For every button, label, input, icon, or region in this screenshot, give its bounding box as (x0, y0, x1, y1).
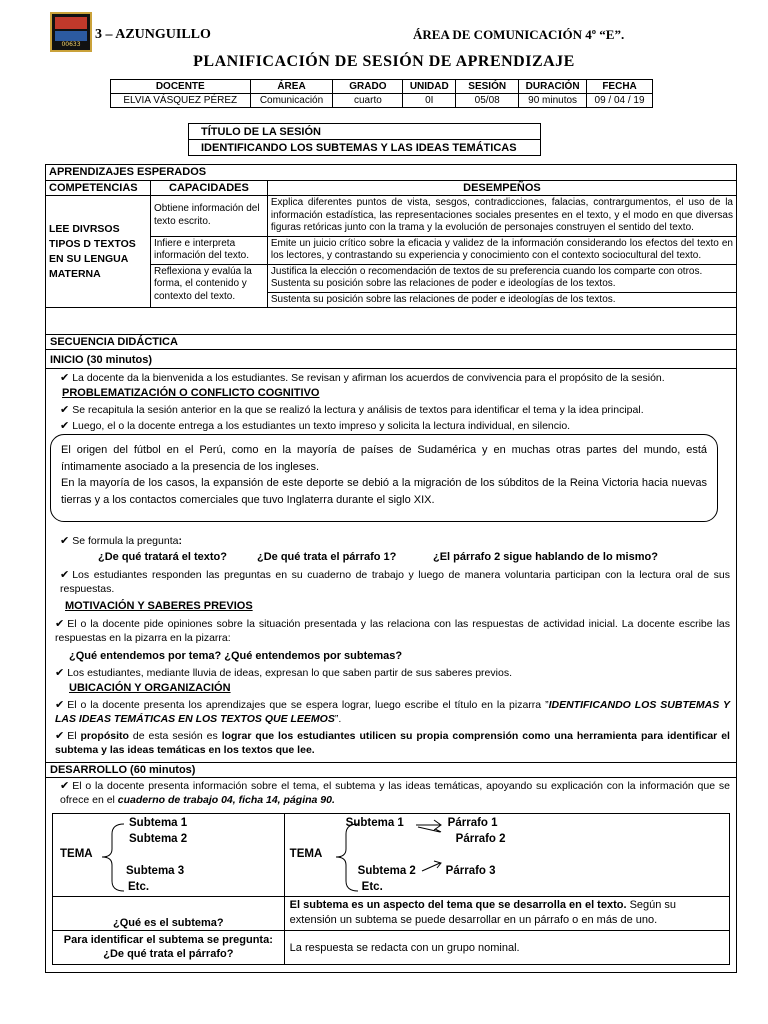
parrafo-label: Párrafo 2 (455, 833, 506, 845)
page-title: PLANIFICACIÓN DE SESIÓN DE APRENDIZAJE (193, 53, 575, 70)
line-text: Los estudiantes, mediante lluvia de ideas, expresan lo que saben partir de sus saberes previos. (67, 667, 512, 679)
inicio-line (55, 729, 730, 757)
arrow-icon (414, 817, 446, 835)
check-icon: ✔ (55, 698, 65, 711)
capacidad-cell: Infiere e interpreta información del texto. (150, 236, 267, 264)
tema-label: TEMA (289, 848, 323, 860)
inicio-line (60, 403, 730, 417)
line-emphasis: lograr que los estudiantes utilicen su propia comprensión como una herramienta para identificar el subtema y las ideas temáticas en los textos que lee. (55, 730, 730, 756)
arrow-icon (420, 859, 446, 875)
info-value: cuarto (333, 94, 403, 108)
check-icon: ✔ (60, 568, 70, 581)
col-desempenos: DESEMPEÑOS (267, 180, 736, 196)
brace-icon (326, 819, 366, 895)
line-text: El o la docente presenta información sobre el tema, el subtema y las ideas temáticas, apoyando su explicación con la información que se ofrece en el (60, 780, 730, 806)
reading-box (50, 434, 718, 522)
info-header: FECHA (587, 80, 653, 94)
capacidad-cell: Reflexiona y evalúa la forma, el contenido y contexto del texto. (150, 264, 267, 308)
subtema-label: Subtema 1 (129, 817, 188, 829)
line-emphasis: propósito (80, 730, 129, 742)
info-header: UNIDAD (403, 80, 456, 94)
diagram-left-cell (53, 814, 285, 897)
inicio-line (60, 568, 730, 596)
inicio-line (60, 419, 730, 433)
diagram-right-cell (284, 814, 729, 897)
session-title-label: TÍTULO DE LA SESIÓN (189, 124, 541, 140)
brace-icon (92, 819, 132, 895)
info-value: Comunicación (250, 94, 333, 108)
desempeno-cell: Justifica la elección o recomendación de textos de su preferencia cuando los comparte con otros. Sustenta su posición sobre las relaciones de poder e ideologías de los textos. (267, 264, 736, 292)
line-text: El (67, 730, 81, 742)
subtema-label: Etc. (128, 881, 150, 893)
check-icon: ✔ (55, 729, 65, 742)
info-header: ÁREA (250, 80, 333, 94)
line-text: Se formula la pregunta (72, 535, 179, 547)
competencias-table (45, 164, 737, 308)
col-competencias: COMPETENCIAS (46, 180, 151, 196)
desarrollo-line (60, 779, 730, 807)
line-emphasis: cuaderno de trabajo 04, ficha 14, página 90. (117, 794, 335, 806)
info-header: GRADO (333, 80, 403, 94)
line-text: Luego, el o la docente entrega a los estudiantes un texto impreso y solicita la lectura individual, en silencio. (72, 420, 571, 432)
desempeno-cell: Explica diferentes puntos de vista, sesgos, contradicciones, falacias, contrargumentos, el uso de la información estadística, las representaciones sociales presentes en el texto, y el modo en que diversas figuras retóricas junto con la trama y la evolución de personajes construyen el sentido del texto. (267, 196, 736, 237)
parrafo-label: Párrafo 1 (447, 817, 498, 829)
info-header-row (111, 80, 653, 94)
subtema-label: Subtema 1 (345, 817, 404, 829)
check-icon: ✔ (60, 419, 70, 432)
info-header: DURACIÓN (519, 80, 587, 94)
session-title-box (188, 123, 541, 156)
check-icon: ✔ (55, 617, 65, 630)
line-emphasis: IDENTIFICANDO LOS SUBTEMAS Y LAS IDEAS TEMÁTICAS EN LOS TEXTOS QUE LEEMOS (55, 699, 730, 725)
identify-question (53, 931, 285, 965)
identify-answer: La respuesta se redacta con un grupo nominal. (284, 931, 729, 965)
info-header: SESIÓN (456, 80, 519, 94)
line-text: El o la docente presenta los aprendizajes que se espera lograr, luego escribe el título en la pizarra ” (67, 699, 549, 711)
question: ¿De qué trata el párrafo 1? (257, 551, 397, 563)
subtema-definition (284, 897, 729, 931)
info-value: 05/08 (456, 94, 519, 108)
inicio-heading: INICIO (30 minutos) (45, 353, 737, 369)
secuencia-heading: SECUENCIA DIDÁCTICA (45, 334, 737, 350)
parrafo-label: Párrafo 3 (445, 865, 496, 877)
competencia-cell: LEE DIVRSOS TIPOS D TEXTOS EN SU LENGUA MATERNA (46, 196, 151, 308)
check-icon: ✔ (60, 534, 70, 547)
line-text: Se recapitula la sesión anterior en la que se realizó la lectura y análisis de textos para identificar el tema y la idea principal. (72, 404, 644, 416)
question: ¿De qué tratará el texto? (98, 551, 227, 563)
inicio-line (55, 666, 730, 680)
info-value: 09 / 04 / 19 (587, 94, 653, 108)
line-text: Los estudiantes responden las preguntas en su cuaderno de trabajo y luego de manera voluntaria participan con la lectura oral de sus respuestas. (60, 569, 730, 595)
line-text: La docente da la bienvenida a los estudiantes. Se revisan y afirman los acuerdos de convivencia para el propósito de la sesión. (72, 372, 665, 384)
check-icon: ✔ (55, 666, 65, 679)
info-value: 90 minutos (519, 94, 587, 108)
desarrollo-heading: DESARROLLO (60 minutos) (45, 762, 737, 778)
ubicacion-heading: UBICACIÓN Y ORGANIZACIÓN (69, 682, 231, 694)
info-header: DOCENTE (111, 80, 251, 94)
line-text: de esta sesión es (128, 730, 222, 742)
inicio-line (55, 698, 730, 726)
school-name: 3 – AZUNGUILLO (95, 27, 211, 42)
inicio-line (55, 617, 730, 645)
logo-text: 00633 (61, 41, 81, 48)
identify-question-line: Para identificar el subtema se pregunta: (63, 934, 273, 946)
info-value: 0I (403, 94, 456, 108)
reading-paragraph: En la mayoría de los casos, la expansión de este deporte se debió a la migración de los súbditos de la Reina Victoria hacia nuevas tierras y a los contactos comerciales que tuvo Inglaterra durante el siglo XIX. (61, 477, 707, 506)
capacidad-cell: Obtiene información del texto escrito. (150, 196, 267, 237)
motivacion-heading: MOTIVACIÓN Y SABERES PREVIOS (65, 600, 253, 612)
subtema-label: Etc. (361, 881, 383, 893)
col-capacidades: CAPACIDADES (150, 180, 267, 196)
inicio-line (60, 371, 730, 385)
subtema-label: Subtema 2 (129, 833, 188, 845)
subtema-label: Subtema 3 (126, 865, 185, 877)
problematizacion-heading: PROBLEMATIZACIÓN O CONFLICTO COGNITIVO (62, 387, 320, 399)
definition-text: Según su extensión un subtema se puede desarrollar en un párrafo o en más de uno. (289, 899, 677, 926)
subtema-question: ¿Qué es el subtema? (53, 897, 285, 931)
check-icon: ✔ (60, 779, 70, 792)
question: ¿El párrafo 2 sigue hablando de lo mismo? (433, 551, 658, 563)
session-title-value: IDENTIFICANDO LOS SUBTEMAS Y LAS IDEAS TEMÁTICAS (189, 140, 541, 156)
subtema-label: Subtema 2 (357, 865, 416, 877)
question: ¿Qué entendemos por tema? ¿Qué entendemos por subtemas? (69, 650, 403, 662)
info-table (110, 79, 653, 108)
info-value-row (111, 94, 653, 108)
check-icon: ✔ (60, 403, 70, 416)
identify-question-line: ¿De qué trata el párrafo? (103, 948, 234, 960)
inicio-line: ✔ Se formula la pregunta: (60, 534, 182, 547)
line-text: ”. (334, 713, 342, 725)
school-logo (50, 12, 92, 52)
reading-paragraph: El origen del fútbol en el Perú, como en la mayoría de países de Sudamérica y en muchas otras partes del mundo, está íntimamente asociado a la presencia de los ingleses. (61, 444, 707, 473)
area-line: ÁREA DE COMUNICACIÓN 4º “E”. (413, 27, 625, 42)
definition-bold: El subtema es un aspecto del tema que se desarrolla en el texto. (289, 899, 627, 911)
desempeno-cell: Sustenta su posición sobre las relaciones de poder e ideologías de los textos. (267, 292, 736, 308)
check-icon: ✔ (60, 371, 70, 384)
aprendizajes-heading: APRENDIZAJES ESPERADOS (46, 165, 737, 181)
desempeno-cell: Emite un juicio crítico sobre la eficacia y validez de la información considerando los efectos del texto en los lectores, y contrastando su experiencia y conocimiento con el contexto sociocultural del texto. (267, 236, 736, 264)
subtema-table (52, 813, 730, 965)
tema-label: TEMA (60, 848, 93, 860)
line-text: El o la docente pide opiniones sobre la situación presentada y las relaciona con las respuestas de actividad inicial. La docente escribe las respuestas en la pizarra en la pizarra: (55, 618, 730, 644)
info-value: ELVIA VÁSQUEZ PÉREZ (111, 94, 251, 108)
